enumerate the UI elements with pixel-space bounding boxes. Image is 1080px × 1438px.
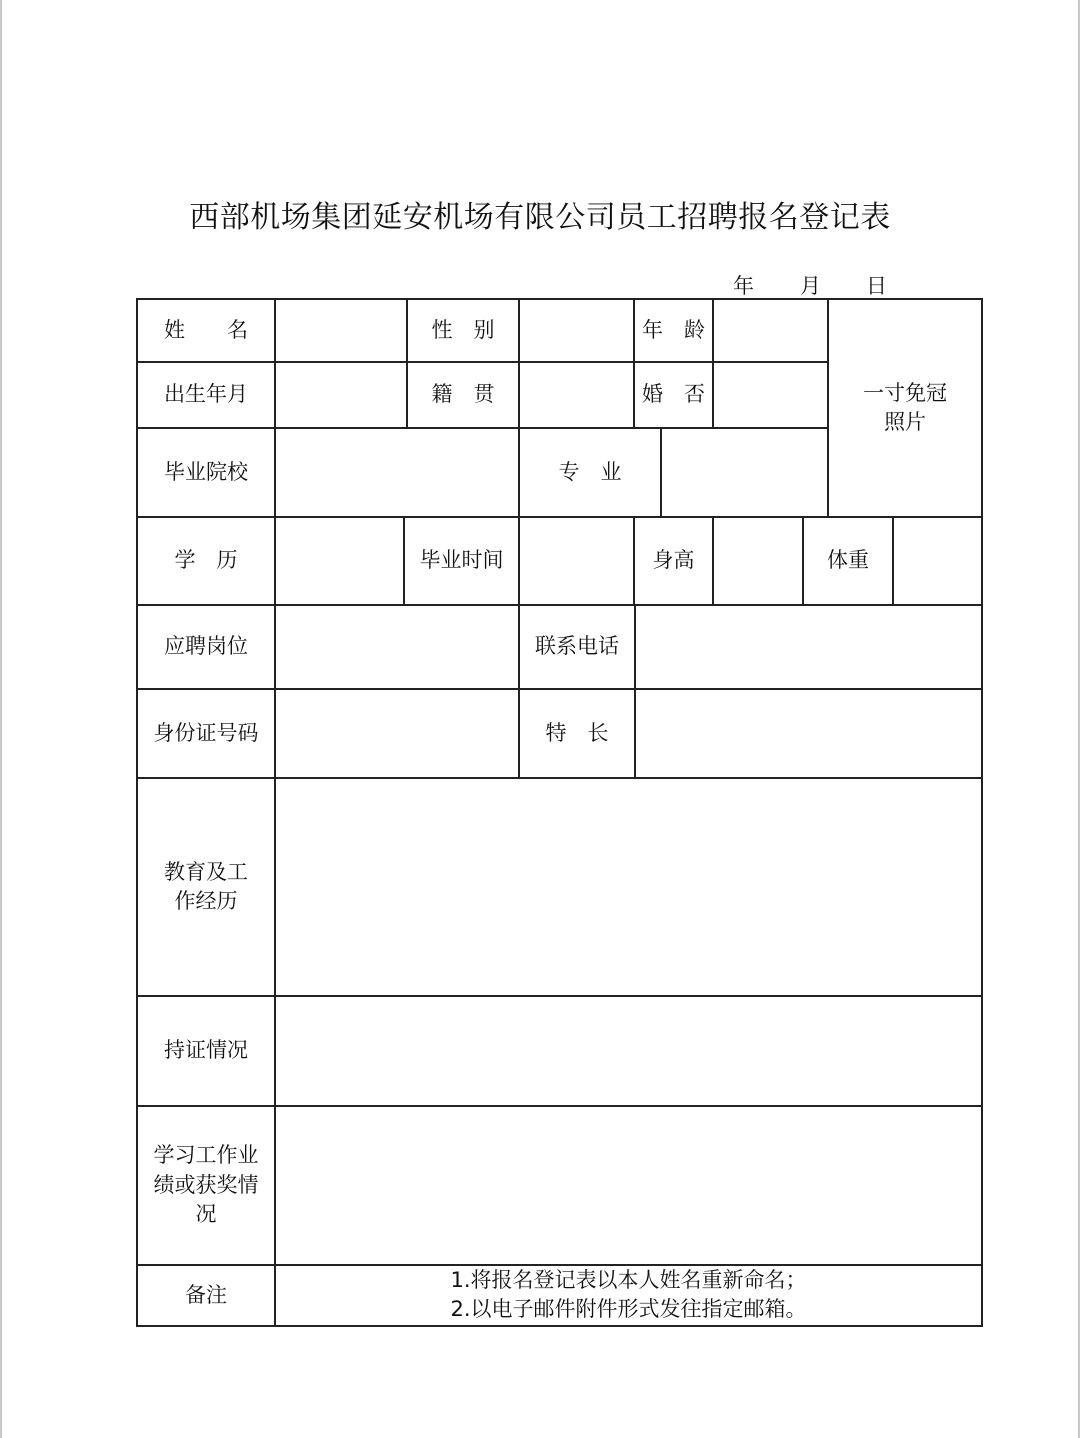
table-row xyxy=(137,605,982,689)
experience-label-text: 教育及工作经历 xyxy=(164,859,248,913)
specialty-field[interactable] xyxy=(635,689,982,778)
major-label: 专 业 xyxy=(519,428,661,517)
birth-field[interactable] xyxy=(275,362,407,428)
weight-field[interactable] xyxy=(893,517,982,605)
table-row xyxy=(137,689,982,778)
date-year-label: 年 xyxy=(733,274,754,298)
id-number-label: 身份证号码 xyxy=(137,689,275,778)
gender-field[interactable] xyxy=(519,299,634,362)
age-field[interactable] xyxy=(713,299,828,362)
id-number-field[interactable] xyxy=(275,689,519,778)
experience-label xyxy=(137,778,275,996)
table-row xyxy=(137,996,982,1106)
weight-label: 体重 xyxy=(803,517,893,605)
birth-label: 出生年月 xyxy=(137,362,275,428)
photo-label: 一寸免冠照片 xyxy=(863,380,948,434)
specialty-label: 特 长 xyxy=(519,689,635,778)
grad-time-field[interactable] xyxy=(519,517,634,605)
native-place-label: 籍 贯 xyxy=(407,362,519,428)
marital-field[interactable] xyxy=(713,362,828,428)
date-month-label: 月 xyxy=(800,274,821,298)
major-field[interactable] xyxy=(661,428,828,517)
education-label: 学 历 xyxy=(137,517,275,605)
certificates-field[interactable] xyxy=(275,996,982,1106)
table-row xyxy=(137,299,982,362)
native-place-field[interactable] xyxy=(519,362,634,428)
remarks-line-1: 1.将报名登记表以本人姓名重新命名； xyxy=(450,1268,807,1292)
grad-time-label: 毕业时间 xyxy=(404,517,519,605)
achievements-label-text: 学习工作业绩或获奖情况 xyxy=(153,1143,259,1227)
education-field[interactable] xyxy=(275,517,404,605)
table-row xyxy=(137,1265,982,1326)
height-field[interactable] xyxy=(713,517,803,605)
remarks-content xyxy=(275,1265,982,1326)
phone-label: 联系电话 xyxy=(519,605,635,689)
phone-field[interactable] xyxy=(635,605,982,689)
remarks-label: 备注 xyxy=(137,1265,275,1326)
height-label: 身高 xyxy=(634,517,713,605)
registration-table xyxy=(136,298,983,1327)
date-line xyxy=(733,270,887,300)
certificates-label: 持证情况 xyxy=(137,996,275,1106)
experience-field[interactable] xyxy=(275,778,982,996)
table-row xyxy=(137,778,982,996)
date-day-label: 日 xyxy=(866,274,887,298)
name-field[interactable] xyxy=(275,299,407,362)
gender-label: 性 别 xyxy=(407,299,519,362)
table-row xyxy=(137,517,982,605)
form-title: 西部机场集团延安机场有限公司员工招聘报名登记表 xyxy=(189,200,891,235)
school-field[interactable] xyxy=(275,428,519,517)
achievements-label xyxy=(137,1106,275,1265)
table-row xyxy=(137,1106,982,1265)
name-label: 姓 名 xyxy=(137,299,275,362)
position-field[interactable] xyxy=(275,605,519,689)
remarks-line-2: 2.以电子邮件附件形式发往指定邮箱。 xyxy=(450,1297,807,1322)
school-label: 毕业院校 xyxy=(137,428,275,517)
position-label: 应聘岗位 xyxy=(137,605,275,689)
achievements-field[interactable] xyxy=(275,1106,982,1265)
age-label: 年 龄 xyxy=(634,299,713,362)
marital-label: 婚 否 xyxy=(634,362,713,428)
photo-box xyxy=(828,299,982,517)
